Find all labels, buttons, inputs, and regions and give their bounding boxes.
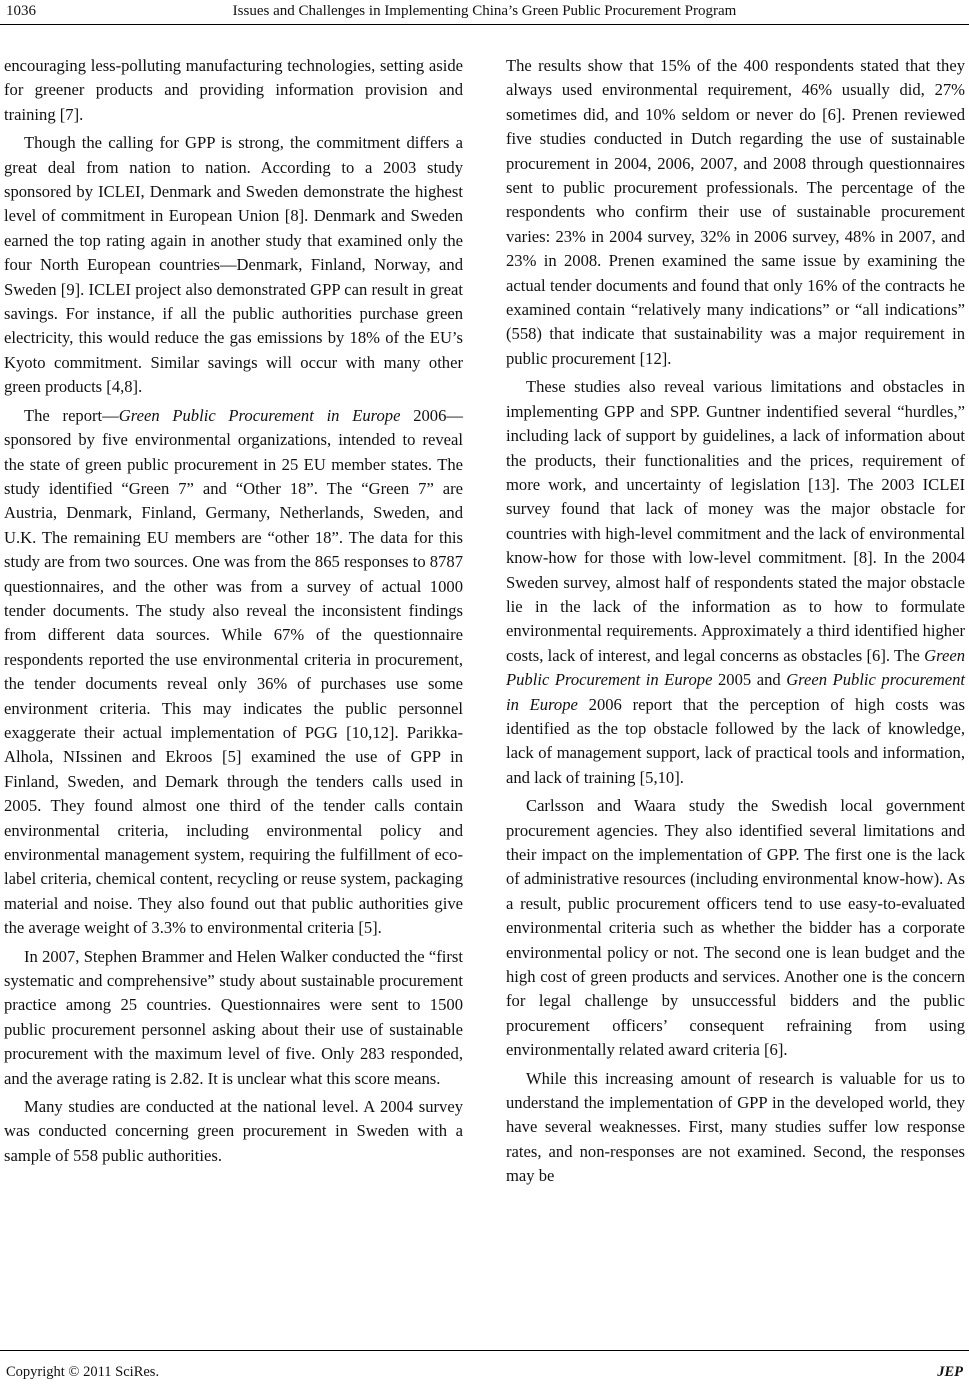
paragraph: encouraging less-polluting manufacturing technologies, setting aside for greener products and providing information provision and training [7]. [4, 56, 463, 124]
running-title: Issues and Challenges in Implementing China’s Green Public Procurement Program [232, 3, 737, 19]
report-title: Green Public Procurement in Europe [118, 405, 401, 425]
report-title: Green Public procurement in Europe [506, 670, 965, 714]
paragraph: In 2007, Stephen Brammer and Helen Walker conducted the “first systematic and comprehensive” study about sustainable procurement practice among 25 countries. Questionnaires were sent to 1500 public procurement personnel asking about their use of sustainable procurement with the maximum level of five. Only 283 responded, and the average rating is 2.82. It is unclear what this score means. [4, 946, 463, 1088]
page-footer [0, 1350, 969, 1386]
left-column [4, 54, 463, 1172]
report-title: Green Public Procurement in Europe [506, 645, 965, 690]
paragraph: While this increasing amount of research is valuable for us to understand the implementation of GPP in the developed world, they have several weaknesses. First, many studies suffer low response rates, and non-responses are not examined. Second, the responses may be [506, 1068, 965, 1186]
paragraph: These studies also reveal various limitations and obstacles in implementing GPP and SPP. Guntner indentified several “hurdles,” including lack of support by guidelines, a lack of information about the products, their functionalities and the prices, requirement of more work, and uncertainty of legislation [13]. The 2003 ICLEI survey found that lack of money was the major obstacle for countries with high-level commitment and the lack of environmental know-how for those with low-level commitment. [8]. In the 2004 Sweden survey, almost half of respondents stated the major obstacle lie in the lack of the information as to how to formulate environmental requirements. Approximately a third identified higher costs, lack of interest, and legal concerns as obstacles [6]. The Green Public Procurement in Europe 2005 and Green Public procurement in Europe 2006 report that the perception of high costs was identified as the top obstacle followed by the lack of knowledge, lack of management support, lack of practical tools and information, and lack of training [5,10]. [506, 377, 965, 787]
paragraph: Many studies are conducted at the national level. A 2004 survey was conducted concerning green procurement in Sweden with a sample of 558 public authorities. [4, 1097, 463, 1165]
paragraph: The report—Green Public Procurement in Europe 2006—sponsored by five environmental organizations, intended to reveal the state of green public procurement in 25 EU member states. The study identified “Green 7” and “Other 18”. The “Green 7” are Austria, Denmark, Finland, Germany, Netherlands, Sweden, and U.K. The remaining EU members are “other 18”. The data for this study are from two sources. One was from the 865 responses to 8787 questionnaires, and the other was from a survey of actual 1000 tender documents. The study also reveal the inconsistent findings from different data sources. While 67% of the questionnaire respondents reported the use environmental criteria in procurement, the tender documents reveal only 36% of purchases use some environment criteria. This may indicates the public personnel exaggerate their actual implementation of PGG [10,12]. Parikka-Alhola, NIssinen and Ekroos [5] examined the use of GPP in Finland, Sweden, and Demark through the tenders calls used in 2005. They found almost one third of the tender calls contain environmental criteria, including environmental policy and environmental management system, requiring the fulfillment of eco-label criteria, chemical content, recycling or reuse system, packaging material and noise. They also found out that public authorities give the average weight of 3.3% to environmental criteria [5]. [4, 405, 463, 938]
journal-abbreviation: JEP [937, 1364, 963, 1380]
page-header [0, 0, 969, 30]
footer-rule [0, 1350, 969, 1351]
page-number: 1036 [6, 3, 36, 19]
copyright-notice: Copyright © 2011 SciRes. [6, 1364, 160, 1380]
header-rule [0, 24, 969, 25]
paragraph: The results show that 15% of the 400 respondents stated that they always used environmental requirement, 46% usually did, 27% sometimes did, and 10% seldom or never do [6]. Prenen reviewed five studies conducted in Dutch regarding the use of sustainable procurement in 2004, 2006, 2007, and 2008 through questionnaires sent to public procurement professionals. The percentage of the respondents who confirm their use of sustainable procurement varies: 23% in 2004 survey, 32% in 2006 survey, 48% in 2007, and 23% in 2008. Prenen examined the same issue by examining the actual tender documents and found that only 16% of the contracts he examined contain “relatively many indications” or “all indications” (558) that indicate that sustainability was a major requirement in public procurement [12]. [506, 56, 965, 368]
right-column [506, 54, 965, 1193]
paragraph: Though the calling for GPP is strong, the commitment differs a great deal from nation to nation. According to a 2003 study sponsored by ICLEI, Denmark and Sweden demonstrate the highest level of commitment in European Union [8]. Denmark and Sweden earned the top rating again in another study that examined only the four North European countries—Denmark, Finland, Norway, and Sweden [9]. ICLEI project also demonstrated GPP can result in great savings. For instance, if all the public authorities purchase green electricity, this would reduce the gas emissions by 18% of the EU’s Kyoto commitment. Similar savings will occur with many other green products [4,8]. [4, 133, 463, 397]
paragraph: Carlsson and Waara study the Swedish local government procurement agencies. They also identified several limitations and their impact on the implementation of GPP. The first one is the lack of administrative resources (including environmental know-how). As a result, public procurement officers tend to use easy-to-evaluated environmental criteria such as whether the bidder has a corporate environmental policy or not. The second one is lean budget and the high cost of green products and services. Another one is the concern for legal challenge by unsuccessful bidders and the public procurement officers’ consequent refraining from using environmentally related award criteria [6]. [506, 796, 965, 1060]
